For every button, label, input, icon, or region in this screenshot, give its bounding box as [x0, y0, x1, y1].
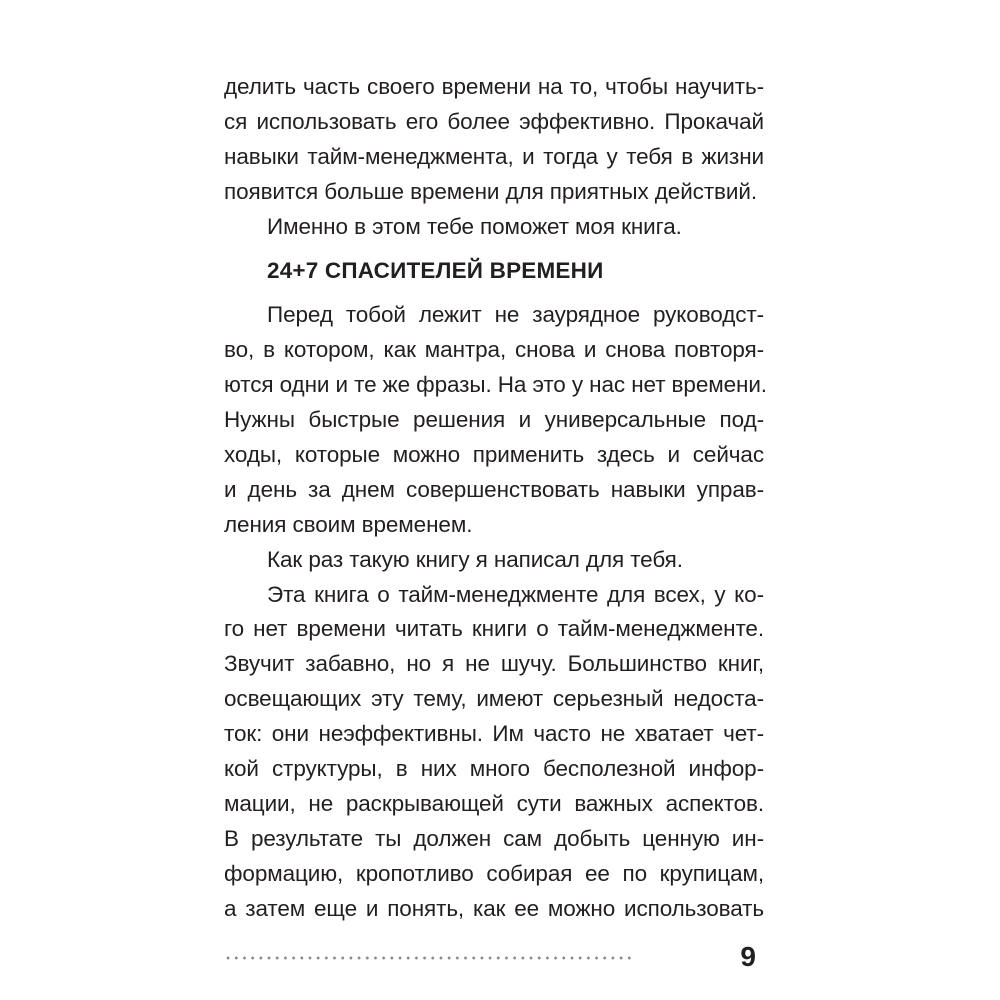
- text-line: появится больше времени для приятных действий.: [224, 178, 757, 204]
- text-line: ток: они неэффективны. Им часто не хватает чет-: [224, 721, 764, 747]
- text-line: навыки тайм-менеджмента, и тогда у тебя в жизни: [224, 143, 764, 169]
- text-line: Эта книга о тайм-менеджменте для всех, у ко-: [267, 581, 764, 607]
- text-line: Перед тобой лежит не заурядное руководст-: [267, 302, 764, 328]
- body-text: [224, 70, 767, 926]
- text-line: ся использовать его более эффективно. Прокачай: [224, 108, 764, 134]
- intro-paragraph: [224, 70, 764, 210]
- text-line: ходы, которые можно применить здесь и сейчас: [224, 442, 764, 468]
- wrote-paragraph: [224, 543, 764, 578]
- text-line: Звучит забавно, но я не шучу. Большинство книг,: [224, 651, 764, 677]
- text-line: освещающих эту тему, имеют серьезный недоста-: [224, 686, 764, 712]
- text-line: формацию, кропотливо собирая ее по крупицам,: [224, 860, 764, 886]
- text-line: го нет времени читать книги о тайм-менеджменте.: [224, 616, 764, 642]
- help-paragraph: [224, 210, 764, 245]
- text-line: кой структуры, в них много бесполезной инфор-: [224, 756, 764, 782]
- text-line: Как раз такую книгу я написал для тебя.: [267, 546, 683, 572]
- page-footer: [224, 940, 764, 980]
- text-line: ются одни и те же фразы. На это у нас нет времени.: [224, 372, 767, 398]
- text-line: ления своим временем.: [224, 511, 473, 537]
- text-line: и день за днем совершенствовать навыки управ-: [224, 476, 764, 502]
- guide-paragraph: [224, 298, 767, 542]
- text-line: В результате ты должен сам добыть ценную ин-: [224, 825, 764, 851]
- book-paragraph: [224, 578, 764, 927]
- text-line: Именно в этом тебе поможет моя книга.: [267, 213, 682, 239]
- text-line: делить часть своего времени на то, чтобы научить-: [224, 74, 764, 99]
- text-line: а затем еще и понять, как ее можно использовать: [224, 895, 764, 921]
- section-heading: 24+7 СПАСИТЕЛЕЙ ВРЕМЕНИ: [267, 258, 604, 284]
- text-line: во, в котором, как мантра, снова и снова повторя-: [224, 337, 764, 363]
- page-number: 9: [740, 941, 756, 972]
- dotted-divider: [224, 956, 636, 960]
- text-line: мации, не раскрывающей сути важных аспектов.: [224, 790, 764, 816]
- text-line: Нужны быстрые решения и универсальные под-: [224, 407, 764, 433]
